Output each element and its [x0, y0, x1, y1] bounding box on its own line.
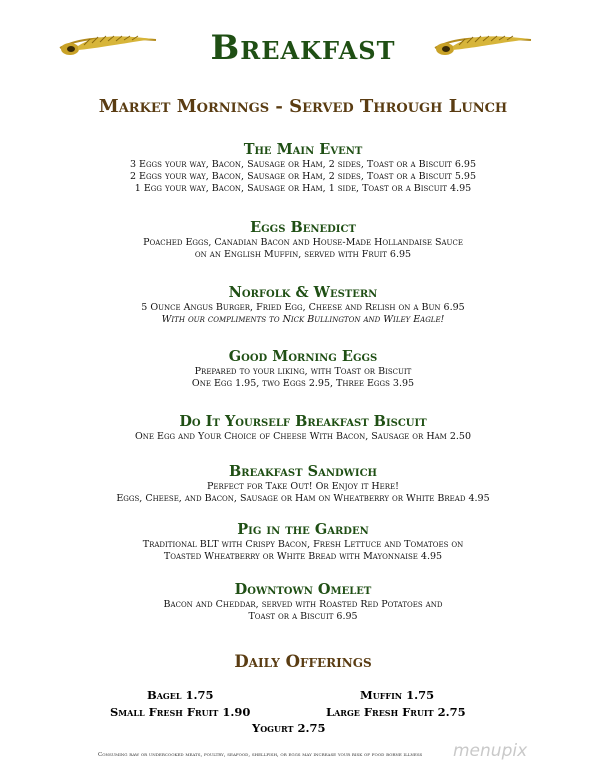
section-main-event [0, 141, 606, 195]
offer-large-fruit: Large Fresh Fruit 2.75 [326, 705, 466, 719]
section-eggs-benedict [0, 219, 606, 261]
menu-line: Toasted Wheatberry or White Bread with Mayonnaise 4.95 [163, 551, 443, 562]
menu-line: Prepared to your liking, with Toast or Biscuit [194, 366, 412, 377]
menu-line: Toast or a Biscuit 6.95 [248, 611, 358, 622]
menu-subtitle: Market Mornings - Served Through Lunch [98, 96, 508, 117]
offer-yogurt: Yogurt 2.75 [252, 721, 326, 735]
section-diy-biscuit [0, 413, 606, 443]
menu-title: Breakfast [210, 28, 396, 68]
menu-line: One Egg 1.95, two Eggs 2.95, Three Eggs 3.95 [191, 378, 415, 389]
section-good-morning-eggs [0, 348, 606, 390]
menu-line: Eggs, Cheese, and Bacon, Sausage or Ham on Wheatberry or White Bread 4.95 [116, 493, 490, 504]
section-pig-in-garden [0, 521, 606, 563]
menu-line: 2 Eggs your way, Bacon, Sausage or Ham, 2 sides, Toast or a Biscuit 5.95 [129, 171, 477, 182]
section-title: Pig in the Garden [237, 521, 369, 538]
menu-line: Poached Eggs, Canadian Bacon and House-Made Hollandaise Sauce [143, 237, 463, 248]
menu-line: Perfect for Take Out! Or Enjoy it Here! [207, 481, 399, 492]
section-title: Norfolk & Western [228, 284, 378, 301]
menu-line: 3 Eggs your way, Bacon, Sausage or Ham, 2 sides, Toast or a Biscuit 6.95 [129, 159, 477, 170]
menu-line: on an English Muffin, served with Fruit 6.95 [194, 249, 412, 260]
menu-line: 1 Egg your way, Bacon, Sausage or Ham, 1 side, Toast or a Biscuit 4.95 [134, 183, 472, 194]
section-title: Good Morning Eggs [228, 348, 378, 365]
watermark: menupix [453, 741, 528, 761]
footnote: Consuming raw or undercooked meats, poultry, seafood, shellfish, or eggs may increase your risk of food borne illness [98, 752, 423, 758]
section-breakfast-sandwich [0, 463, 606, 505]
offer-muffin: Muffin 1.75 [360, 688, 435, 702]
section-title: Do It Yourself Breakfast Biscuit [179, 413, 427, 430]
daily-offerings-title: Daily Offerings [234, 652, 372, 671]
section-title: The Main Event [243, 141, 363, 158]
section-downtown-omelet [0, 581, 606, 623]
offer-bagel: Bagel 1.75 [147, 688, 214, 702]
menu-line: One Egg and Your Choice of Cheese With Bacon, Sausage or Ham 2.50 [134, 431, 472, 442]
section-norfolk-western [0, 284, 606, 326]
section-title: Eggs Benedict [250, 219, 356, 236]
section-title: Breakfast Sandwich [229, 463, 377, 480]
menu-line: Bacon and Cheddar, served with Roasted Red Potatoes and [163, 599, 443, 610]
offer-small-fruit: Small Fresh Fruit 1.90 [110, 705, 251, 719]
menu-line: 5 Ounce Angus Burger, Fried Egg, Cheese and Relish on a Bun 6.95 [141, 302, 465, 313]
section-title: Downtown Omelet [234, 581, 372, 598]
menu-line: With our compliments to Nick Bullington and Wiley Eagle! [161, 314, 445, 325]
menu-line: Traditional BLT with Crispy Bacon, Fresh Lettuce and Tomatoes on [142, 539, 464, 550]
